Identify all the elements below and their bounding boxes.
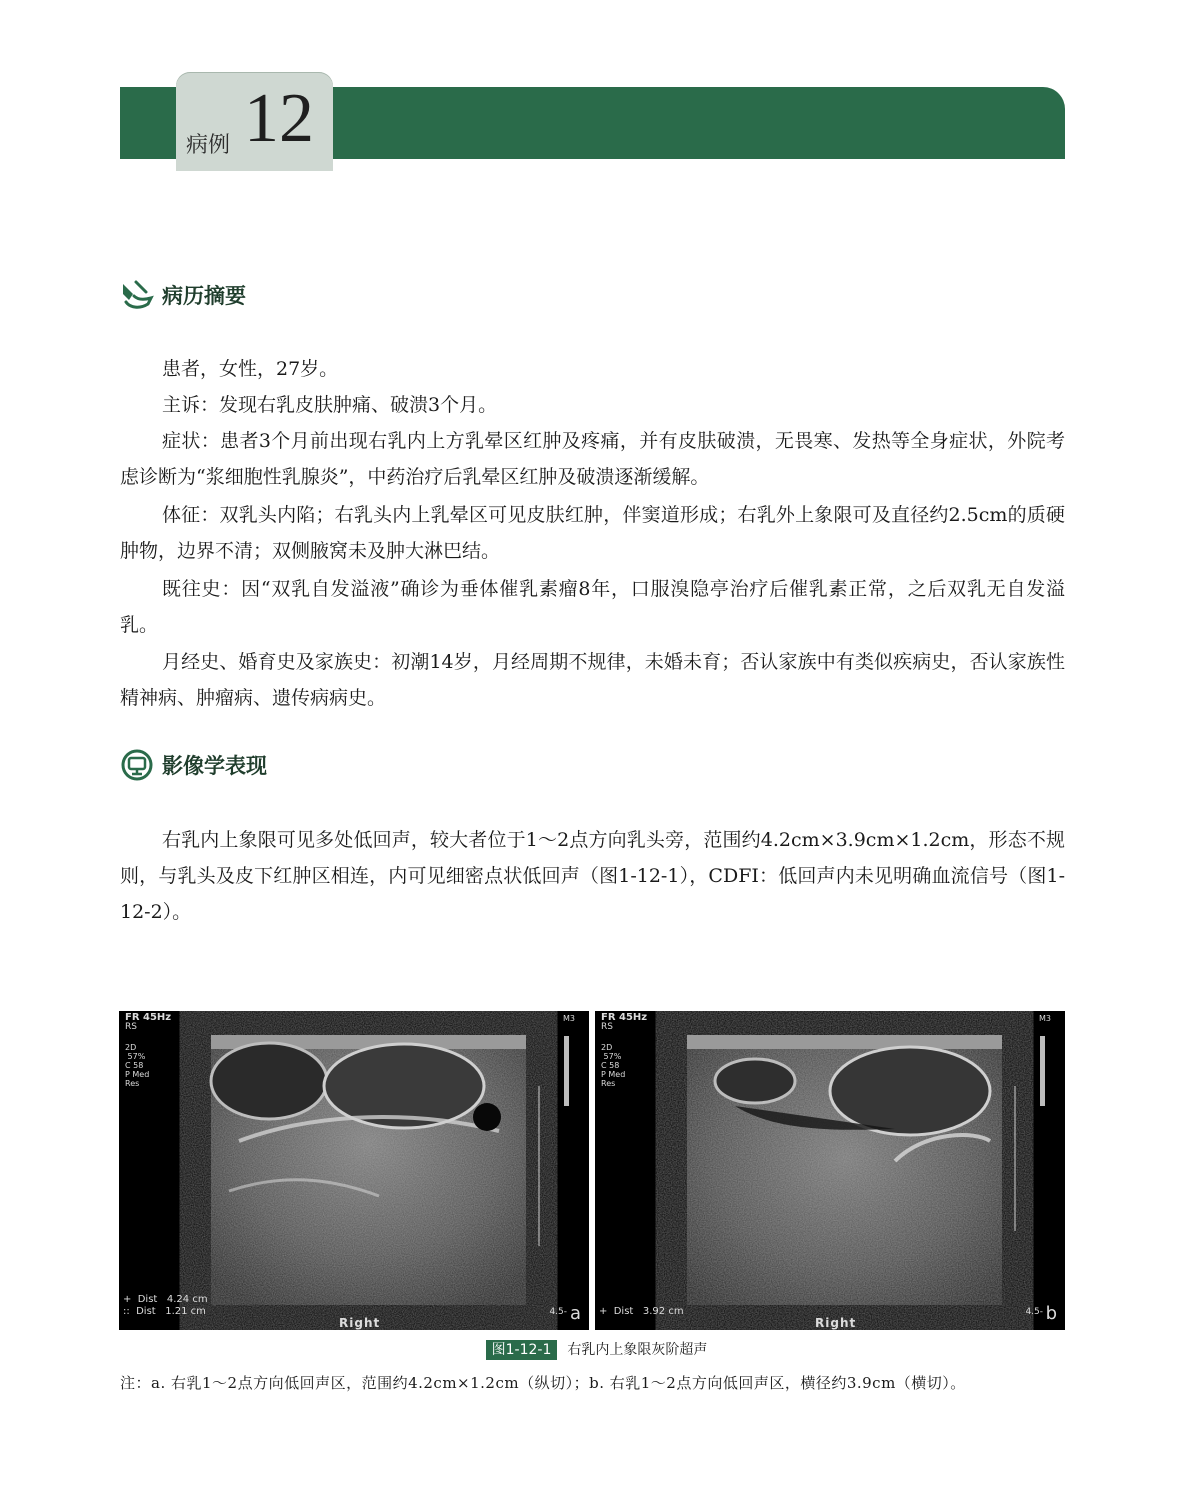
history-paragraph: 症状：患者3个月前出现右乳内上方乳晕区红肿及疼痛，并有皮肤破溃，无畏寒、发热等全身症状，外院考虑诊断为“浆细胞性乳腺炎”，中药治疗后乳晕区红肿及破溃逐渐缓解。 bbox=[120, 430, 1065, 488]
ultrasound-image-b bbox=[595, 1011, 1065, 1330]
mode-label: M3 bbox=[563, 1014, 575, 1023]
figure-note: 注：a. 右乳1～2点方向低回声区，范围约4.2cm×1.2cm（纵切）；b. 右乳1～2点方向低回声区，横径约3.9cm（横切）。 bbox=[120, 1374, 966, 1392]
history-heading bbox=[120, 278, 246, 312]
probe-label: RS bbox=[125, 1022, 137, 1032]
imaging-heading bbox=[120, 748, 267, 782]
history-paragraph: 既往史：因“双乳自发溢液”确诊为垂体催乳素瘤8年，口服溴隐亭治疗后催乳素正常，之后双乳无自发溢乳。 bbox=[120, 578, 1065, 636]
history-paragraph: 体征：双乳头内陷；右乳头内上乳晕区可见皮肤红肿，伴窦道形成；右乳外上象限可及直径约2.5cm的质硬肿物，边界不清；双侧腋窝未及肿大淋巴结。 bbox=[120, 504, 1065, 562]
distance-readout: + Dist 3.92 cm bbox=[599, 1306, 684, 1317]
ultrasound-scan-a bbox=[119, 1011, 589, 1330]
depth-label: 4.5- bbox=[1025, 1307, 1043, 1317]
side-label: Right bbox=[339, 1316, 381, 1330]
scan-params: 2D 57% C 58 P Med Res bbox=[601, 1043, 626, 1088]
case-label: 病例 bbox=[186, 133, 231, 158]
ultrasound-image-a bbox=[119, 1011, 589, 1330]
imaging-title: 影像学表现 bbox=[162, 754, 267, 778]
history-title: 病历摘要 bbox=[162, 284, 246, 308]
frame-rate-label: FR 45Hz bbox=[125, 1012, 172, 1023]
monitor-icon bbox=[120, 748, 154, 782]
hand-pen-icon bbox=[120, 278, 154, 312]
frame-rate-label: FR 45Hz bbox=[601, 1012, 648, 1023]
panel-letter: b bbox=[1045, 1303, 1057, 1324]
ultrasound-scan-b bbox=[595, 1011, 1065, 1330]
side-label: Right bbox=[815, 1316, 857, 1330]
case-number: 12 bbox=[244, 80, 314, 157]
figure-number: 图1-12-1 bbox=[486, 1340, 558, 1360]
history-paragraph: 主诉：发现右乳皮肤肿痛、破溃3个月。 bbox=[162, 394, 498, 416]
history-paragraph: 月经史、婚育史及家族史：初潮14岁，月经周期不规律，未婚未育；否认家族中有类似疾病史，否认家族性精神病、肿瘤病、遗传病病史。 bbox=[120, 651, 1065, 709]
depth-label: 4.5- bbox=[549, 1307, 567, 1317]
figure-caption bbox=[0, 1339, 1193, 1359]
history-paragraph: 患者，女性，27岁。 bbox=[162, 358, 339, 380]
distance-readout: + Dist 4.24 cm :: Dist 1.21 cm bbox=[123, 1294, 208, 1317]
probe-label: RS bbox=[601, 1022, 613, 1032]
panel-letter: a bbox=[569, 1303, 581, 1324]
scan-params: 2D 57% C 58 P Med Res bbox=[125, 1043, 150, 1088]
figure-title: 右乳内上象限灰阶超声 bbox=[567, 1342, 708, 1358]
imaging-paragraph: 右乳内上象限可见多处低回声，较大者位于1～2点方向乳头旁，范围约4.2cm×3.9cm×1.2cm，形态不规则，与乳头及皮下红肿区相连，内可见细密点状低回声（图1-12-1），CDFI：低回声内未见明确血流信号（图1-12-2）。 bbox=[120, 829, 1065, 923]
mode-label: M3 bbox=[1039, 1014, 1051, 1023]
